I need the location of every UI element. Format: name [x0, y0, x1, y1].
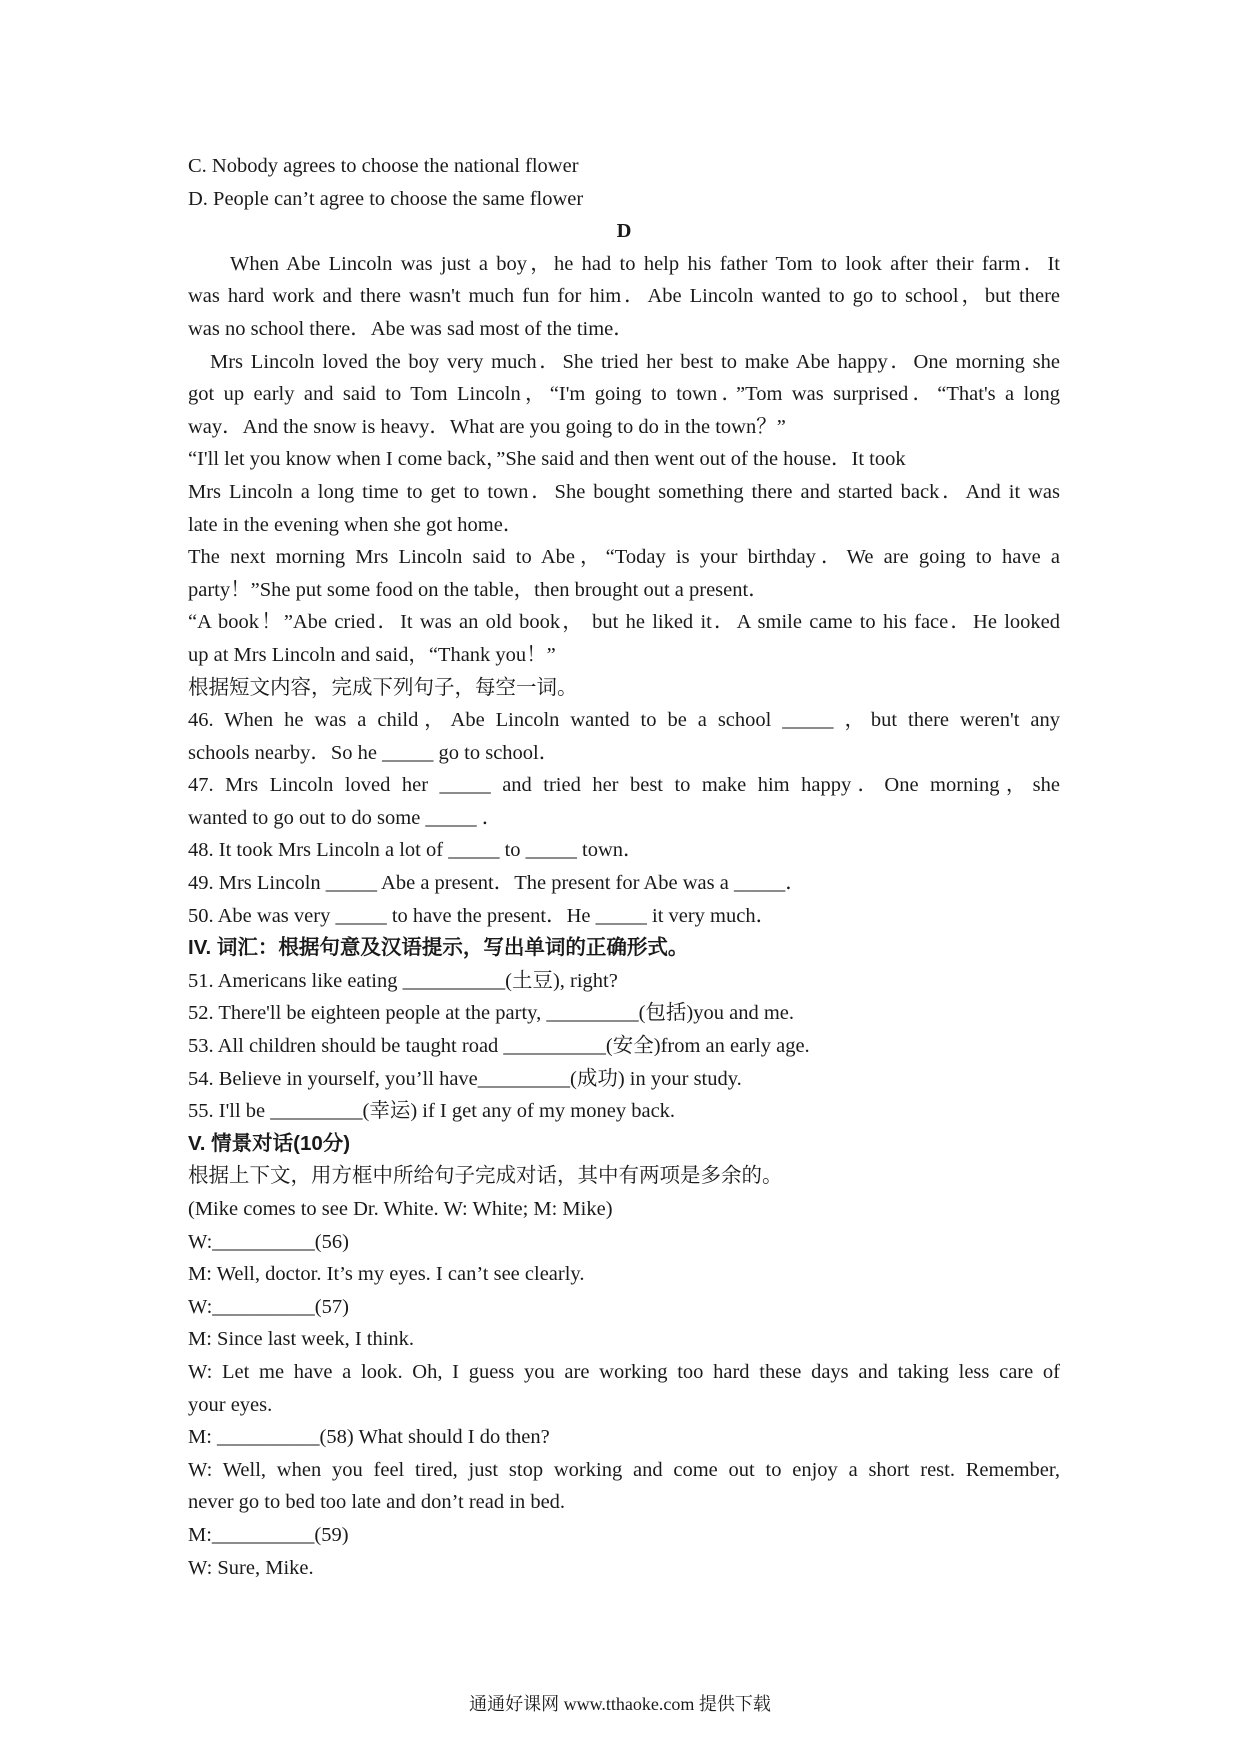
cloze-line: 47. Mrs Lincoln loved her _____ and tried her best to make him happy．One morning，she — [188, 774, 1060, 797]
passage-line: was no school there．Abe was sad most of the time． — [188, 317, 634, 340]
passage-line: way．And the snow is heavy．What are you going to do in the town？” — [188, 415, 786, 438]
passage-line: party！”She put some food on the table，then brought out a present． — [188, 578, 769, 601]
dialog-line: (Mike comes to see Dr. White. W: White; M: Mike) — [188, 1198, 613, 1220]
dialog-instruction: 根据上下文，用方框中所给句子完成对话，其中有两项是多余的。 — [188, 1165, 783, 1188]
dialog-line: M: __________(58) What should I do then? — [188, 1426, 550, 1449]
dialog-line: M: Since last week, I think. — [188, 1328, 415, 1351]
cloze-line: 48. It took Mrs Lincoln a lot of _____ to _____ town． — [188, 839, 644, 862]
document-page — [188, 150, 1060, 1584]
vocab-line: 52. There'll be eighteen people at the party, _________(包括)you and me. — [188, 1002, 794, 1025]
cloze-line: 50. Abe was very _____ to have the present．He _____ it very much． — [188, 904, 777, 927]
dialog-line: never go to bed too late and don’t read in bed. — [188, 1491, 566, 1514]
passage-line: late in the evening when she got home． — [188, 513, 524, 536]
dialog-line: W:__________(56) — [188, 1230, 349, 1253]
section-5-heading: V. 情景对话(10分) — [188, 1131, 351, 1155]
dialog-line: W: Sure, Mike. — [188, 1556, 314, 1579]
vocab-line: 53. All children should be taught road __________(安全)from an early age. — [188, 1035, 810, 1058]
cloze-line: 46. When he was a child，Abe Lincoln wanted to be a school _____ ，but there weren't any — [188, 709, 1060, 732]
passage-line: “I'll let you know when I come back，”She said and then went out of the house．It took — [188, 448, 906, 471]
vocab-line: 55. I'll be _________(幸运) if I get any of my money back. — [188, 1100, 676, 1123]
dialog-line: M: Well, doctor. It’s my eyes. I can’t see clearly. — [188, 1263, 585, 1286]
passage-letter: D — [616, 220, 632, 243]
option-d: D. People can’t agree to choose the same flower — [188, 187, 584, 210]
passage-line: Mrs Lincoln a long time to get to town．She bought something there and started back．And it was — [188, 480, 1060, 503]
cloze-instruction: 根据短文内容，完成下列句子，每空一词。 — [188, 676, 578, 699]
vocab-line: 54. Believe in yourself, you’ll have_________(成功) in your study. — [188, 1067, 742, 1090]
passage-line: was hard work and there wasn't much fun for him．Abe Lincoln wanted to go to school，but there — [188, 285, 1060, 308]
cloze-line: wanted to go out to do some _____ ． — [188, 806, 503, 829]
passage-line: The next morning Mrs Lincoln said to Abe，“Today is your birthday．We are going to have a — [188, 546, 1060, 569]
page-footer: 通通好课网 www.tthaoke.com 提供下载 — [469, 1694, 771, 1714]
passage-line: Mrs Lincoln loved the boy very much．She tried her best to make Abe happy．One morning she — [210, 350, 1060, 373]
cloze-line: 49. Mrs Lincoln _____ Abe a present．The present for Abe was a _____． — [188, 872, 806, 895]
dialog-line: W: Well, when you feel tired, just stop working and come out to enjoy a short rest. Remember, — [188, 1458, 1060, 1481]
dialog-line: W:__________(57) — [188, 1295, 349, 1318]
passage-line: When Abe Lincoln was just a boy，he had to help his father Tom to look after their farm．It — [230, 252, 1060, 275]
dialog-line: W: Let me have a look. Oh, I guess you are working too hard these days and taking less care of — [188, 1360, 1060, 1383]
dialog-line: M:__________(59) — [188, 1523, 349, 1546]
passage-line: “A book！”Abe cried．It was an old book， but he liked it．A smile came to his face．He looked — [188, 611, 1060, 634]
dialog-line: your eyes. — [188, 1393, 273, 1416]
passage-line: got up early and said to Tom Lincoln，“I'm going to town．”Tom was surprised．“That's a long — [188, 383, 1060, 406]
cloze-line: schools nearby．So he _____ go to school． — [188, 741, 560, 764]
vocab-line: 51. Americans like eating __________(土豆), right? — [188, 969, 618, 992]
passage-line: up at Mrs Lincoln and said，“Thank you！” — [188, 643, 556, 666]
option-c: C. Nobody agrees to choose the national flower — [188, 155, 579, 177]
section-4-heading: IV. 词汇：根据句意及汉语提示，写出单词的正确形式。 — [188, 936, 689, 960]
